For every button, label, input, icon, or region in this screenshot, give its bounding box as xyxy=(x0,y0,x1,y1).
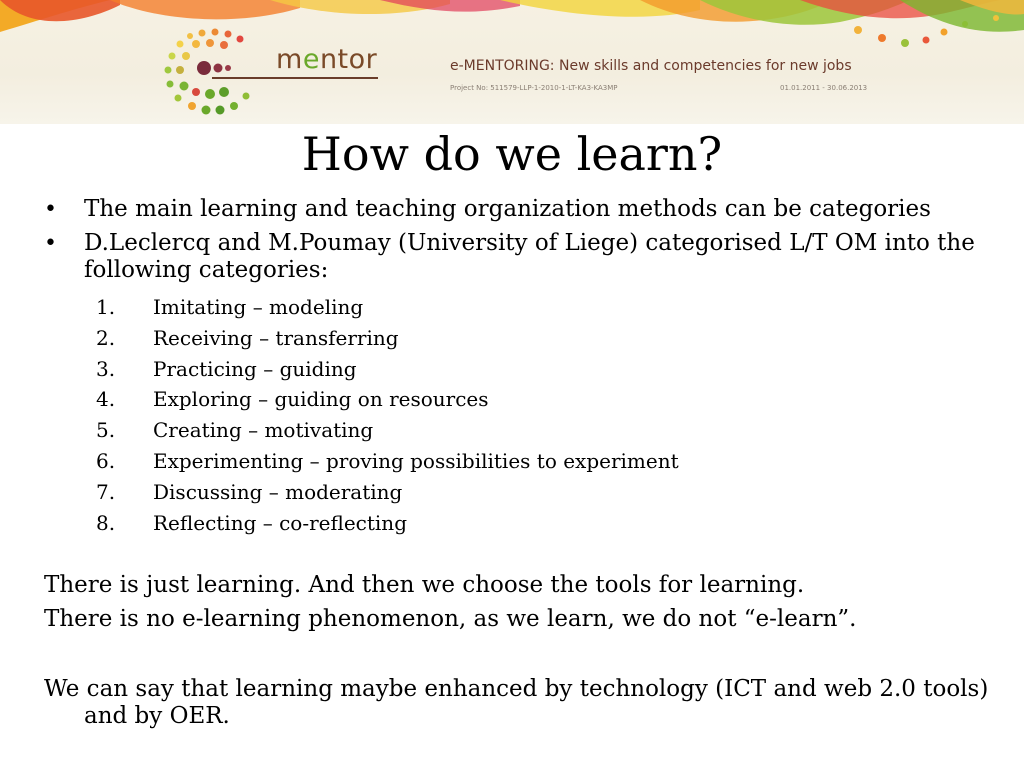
bullet-text: The main learning and teaching organization methods can be categories xyxy=(84,196,931,222)
numbered-list xyxy=(96,294,679,540)
list-number: 1. xyxy=(96,295,116,319)
bullet-item xyxy=(44,196,984,223)
list-item xyxy=(96,510,679,541)
bullet-icon: • xyxy=(44,197,57,222)
header-banner xyxy=(0,0,1024,124)
list-number: 8. xyxy=(96,510,116,535)
project-title: e-MENTORING: New skills and competencies for new jobs xyxy=(450,58,852,74)
list-item xyxy=(96,448,679,479)
list-item xyxy=(96,417,679,448)
mentor-logo-wordmark: mentor xyxy=(276,44,378,75)
list-item xyxy=(96,294,679,325)
list-number: 6. xyxy=(96,448,116,473)
bullet-icon: • xyxy=(44,231,57,256)
list-text: Reflecting – co-reflecting xyxy=(153,510,407,535)
list-text: Receiving – transferring xyxy=(153,325,399,350)
list-item xyxy=(96,325,679,356)
list-item xyxy=(96,356,679,387)
list-text: Discussing – moderating xyxy=(153,479,403,504)
list-number: 4. xyxy=(96,387,116,412)
list-text: Exploring – guiding on resources xyxy=(153,387,489,412)
list-number: 3. xyxy=(96,356,116,381)
project-dates: 01.01.2011 - 30.06.2013 xyxy=(780,84,868,92)
paragraph-no-elearning: There is no e-learning phenomenon, as we learn, we do not “e-learn”. xyxy=(44,606,857,632)
paragraph-technology: We can say that learning maybe enhanced by technology (ICT and web 2.0 tools) and by OER. xyxy=(44,676,989,729)
list-item xyxy=(96,479,679,510)
slide-title: How do we learn? xyxy=(301,127,723,181)
list-number: 2. xyxy=(96,325,116,350)
project-number: Project No: 511579-LLP-1-2010-1-LT-KA3-KA3MP xyxy=(450,84,618,92)
list-number: 5. xyxy=(96,418,116,443)
list-text: Practicing – guiding xyxy=(153,356,357,381)
paragraph-tools: There is just learning. And then we choose the tools for learning. xyxy=(44,572,805,598)
list-text: Imitating – modeling xyxy=(153,295,364,319)
mentor-logo-icon xyxy=(160,26,270,122)
list-item xyxy=(96,386,679,417)
list-text: Creating – motivating xyxy=(153,418,374,443)
list-number: 7. xyxy=(96,479,116,504)
bullet-text: D.Leclercq and M.Poumay (University of Liege) categorised L/T OM into the following categories: xyxy=(84,230,975,283)
bullet-list xyxy=(44,196,984,291)
list-text: Experimenting – proving possibilities to experiment xyxy=(153,448,679,473)
bullet-item xyxy=(44,230,984,284)
logo-underline xyxy=(212,77,378,79)
